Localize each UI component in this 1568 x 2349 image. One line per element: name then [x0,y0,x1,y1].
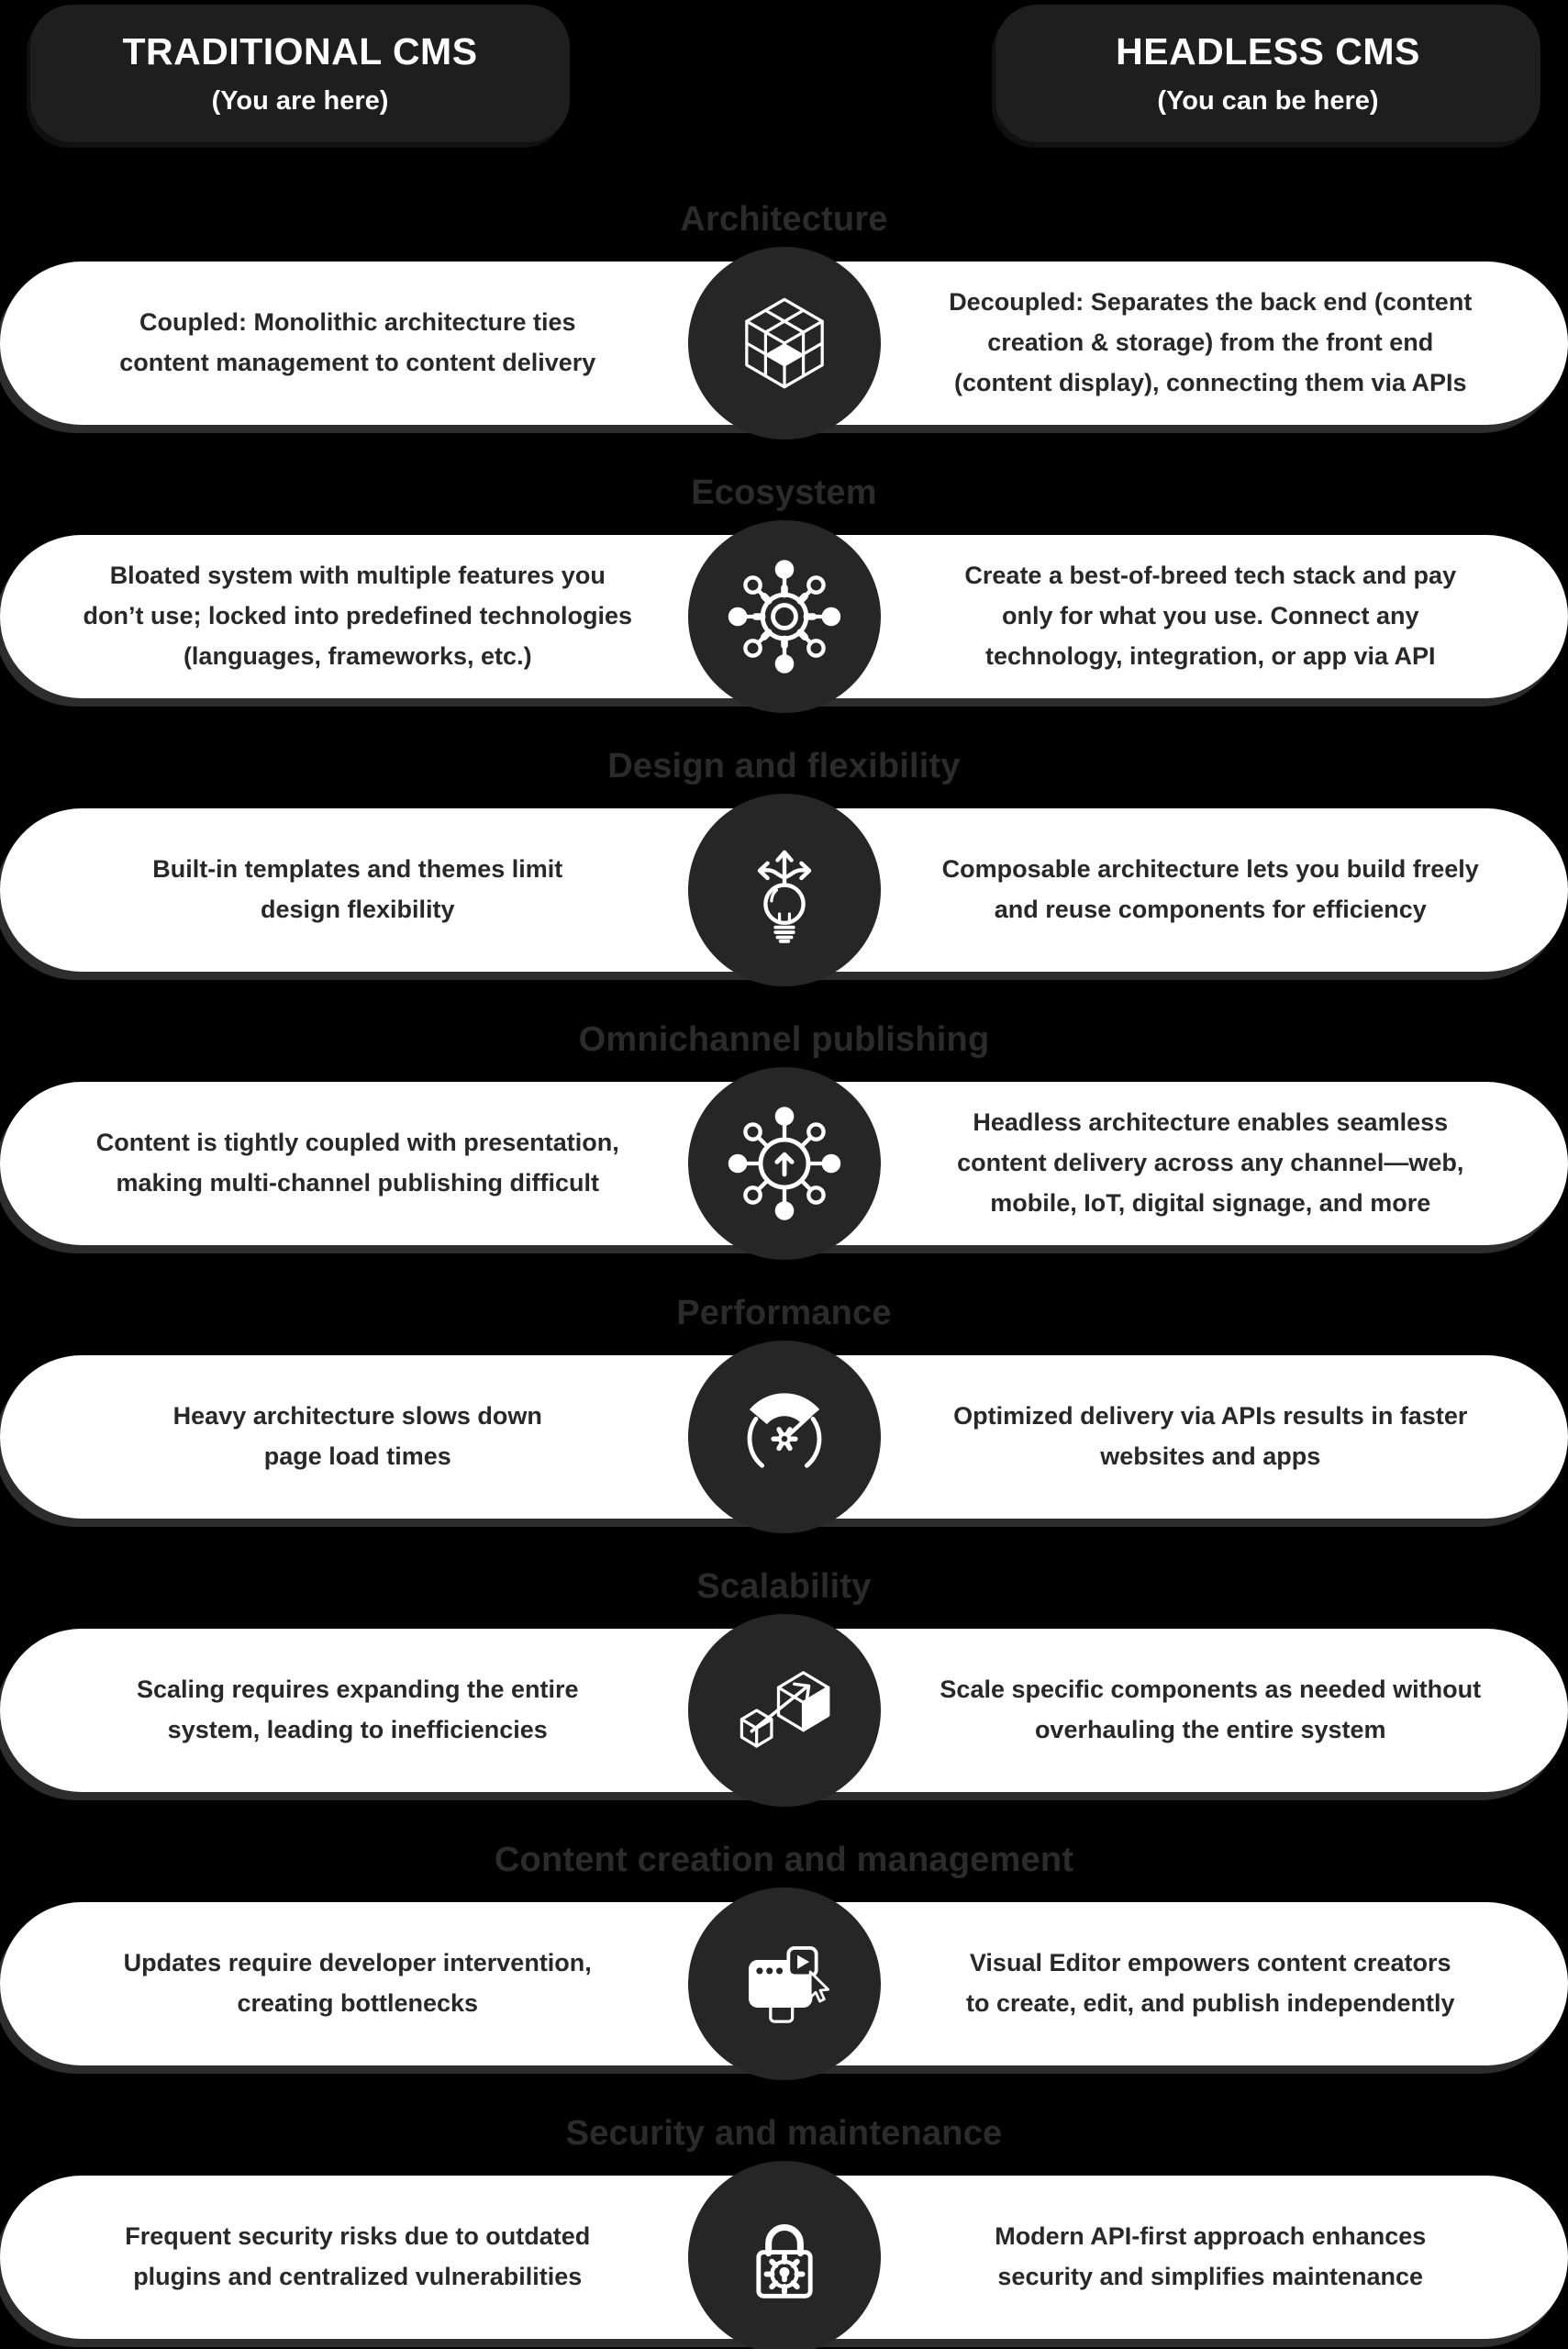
comparison-row [0,535,1568,698]
traditional-text [119,303,595,383]
traditional-text [96,1123,619,1203]
traditional-text [124,1943,592,2023]
security-lock-icon [688,2161,881,2349]
text-line: plugins and centralized vulnerabilities [133,2263,583,2290]
text-line: Scale specific components as needed without [940,1675,1482,1704]
section-title: Security and maintenance [565,2114,1003,2153]
gear-network-icon [688,520,881,713]
text-line: only for what you use. Connect any [1001,602,1419,630]
comparison-row [0,2176,1568,2339]
text-line: Decoupled: Separates the back end (content [949,288,1473,317]
section-content-creation [0,1840,1568,2065]
text-line: Create a best-of-breed tech stack and pay [964,562,1457,590]
text-line: Coupled: Monolithic architecture ties [139,308,576,337]
traditional-cms-header-pill [30,5,570,142]
text-line: content delivery across any channel—web, [957,1149,1464,1177]
text-line: page load times [263,1442,451,1470]
comparison-row [0,808,1568,972]
visual-editor-icon [688,1887,881,2080]
section-performance [0,1293,1568,1519]
traditional-cell [0,1670,784,1750]
text-line: mobile, IoT, digital signage, and more [990,1188,1431,1217]
section-omnichannel [0,1019,1568,1245]
text-line: creation & storage) from the front end [987,328,1434,357]
comparison-row [0,1355,1568,1519]
section-title: Scalability [696,1567,872,1606]
lightbulb-arrows-icon [688,794,881,986]
section-title: Design and flexibility [607,747,961,785]
headless-text [957,1103,1463,1223]
headless-text [953,1397,1467,1476]
text-line: Heavy architecture slows down [172,1402,542,1431]
comparison-sections [0,199,1568,2339]
text-line: Visual Editor empowers content creators [969,1949,1451,1977]
section-design-flexibility [0,746,1568,972]
traditional-cms-subtitle: (You are here) [211,86,389,116]
traditional-text [83,556,632,676]
traditional-cell [0,2217,784,2297]
traditional-cell [0,850,784,930]
text-line: system, leading to inefficiencies [167,1716,548,1743]
headless-cell [784,283,1568,403]
section-title: Content creation and management [494,1841,1074,1879]
traditional-cell [0,1123,784,1203]
section-title: Ecosystem [691,473,877,512]
headless-cell [784,2217,1568,2297]
headless-text [949,283,1472,403]
headless-cell [784,556,1568,676]
text-line: Frequent security risks due to outdated [125,2222,591,2251]
headless-cell [784,1943,1568,2023]
traditional-cell [0,303,784,383]
text-line: Scaling requires expanding the entire [136,1675,579,1704]
traditional-text [125,2217,590,2297]
traditional-text [152,850,562,930]
text-line: websites and apps [1100,1442,1321,1470]
headless-cell [784,1397,1568,1476]
headless-cell [784,1103,1568,1223]
comparison-row [0,1629,1568,1792]
comparison-row [0,1902,1568,2065]
section-architecture [0,199,1568,425]
section-title: Omnichannel publishing [578,1020,990,1059]
text-line: Modern API-first approach enhances [995,2222,1427,2251]
traditional-cell [0,1943,784,2023]
text-line: security and simplifies maintenance [997,2263,1424,2290]
section-title: Architecture [680,200,888,239]
text-line: Built-in templates and themes limit [152,855,563,884]
headless-cms-title: HEADLESS CMS [1116,30,1420,72]
text-line: to create, edit, and publish independently [965,1989,1455,2017]
speedometer-icon [688,1341,881,1533]
modular-cube-icon [688,247,881,440]
comparison-row [0,262,1568,425]
section-ecosystem [0,473,1568,698]
text-line: creating bottlenecks [237,1989,479,2017]
traditional-text [173,1397,542,1476]
headless-text [966,1943,1455,2023]
text-line: content management to content delivery [119,349,596,376]
text-line: Bloated system with multiple features you [109,562,606,590]
text-line: (content display), connecting them via APIs [953,368,1467,396]
headless-cell [784,850,1568,930]
headless-text [995,2217,1426,2297]
text-line: Headless architecture enables seamless [973,1108,1449,1137]
traditional-cell [0,556,784,676]
section-scalability [0,1566,1568,1792]
scaling-cubes-icon [688,1614,881,1807]
headless-cell [784,1670,1568,1750]
text-line: don’t use; locked into predefined technologies [83,602,633,630]
traditional-text [137,1670,579,1750]
text-line: making multi-channel publishing difficult [116,1169,599,1197]
headless-text [964,556,1456,676]
headless-text [942,850,1479,930]
text-line: technology, integration, or app via API [984,641,1436,670]
section-security [0,2113,1568,2339]
channel-hub-icon [688,1067,881,1260]
headless-cms-subtitle: (You can be here) [1157,86,1379,116]
comparison-row [0,1082,1568,1245]
text-line: design flexibility [260,896,455,923]
text-line: Updates require developer intervention, [123,1949,592,1977]
text-line: Content is tightly coupled with presentation, [95,1129,619,1157]
traditional-cms-title: TRADITIONAL CMS [122,30,478,72]
header-row [0,0,1568,142]
text-line: (languages, frameworks, etc.) [183,641,532,670]
text-line: and reuse components for efficiency [994,896,1427,923]
text-line: Composable architecture lets you build freely [941,855,1479,884]
text-line: overhauling the entire system [1034,1716,1386,1743]
headless-cms-header-pill [995,5,1540,142]
section-title: Performance [676,1294,892,1332]
text-line: Optimized delivery via APIs results in faster [953,1402,1468,1431]
headless-text [940,1670,1481,1750]
traditional-cell [0,1397,784,1476]
